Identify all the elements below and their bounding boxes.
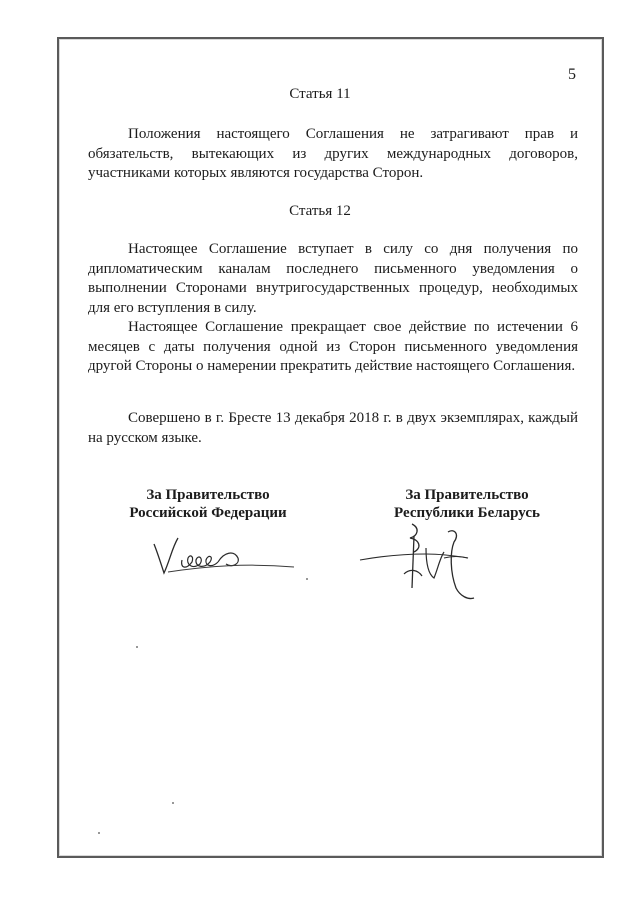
scan-speck	[306, 578, 308, 580]
article-11-paragraph: Положения настоящего Соглашения не затрагивают прав и обязательств, вытекающих из других международных договоров, участниками которых являются государства Сторон.	[88, 126, 578, 181]
page-number: 5	[568, 66, 576, 83]
signature-russia	[148, 530, 298, 580]
signatory-belarus-line2: Республики Беларусь	[394, 505, 540, 521]
closing-paragraph: Совершено в г. Бресте 13 декабря 2018 г. в двух экземплярах, каждый на русском языке.	[88, 410, 578, 446]
article-12-paragraph-1: Настоящее Соглашение вступает в силу со дня получения по дипломатическим каналам последнего письменного уведомления о выполнении Сторонами внутригосударственных процедур, необходимых для его вступления в силу.	[88, 241, 578, 316]
article-12-paragraph-2: Настоящее Соглашение прекращает свое действие по истечении 6 месяцев с даты получения одной из Сторон письменного уведомления другой Стороны о намерении прекратить действие настоящего Соглашения.	[88, 319, 578, 374]
signature-belarus	[356, 518, 496, 606]
scan-speck	[136, 646, 138, 648]
signatory-belarus	[372, 486, 562, 522]
article-11-heading: Статья 11	[289, 86, 351, 102]
article-12-heading: Статья 12	[289, 203, 351, 219]
signatory-russia	[118, 486, 298, 522]
signatory-russia-line1: За Правительство	[146, 487, 270, 503]
scan-speck	[98, 832, 100, 834]
scan-speck	[172, 802, 174, 804]
signatory-belarus-line1: За Правительство	[405, 487, 529, 503]
signatory-russia-line2: Российской Федерации	[129, 505, 287, 521]
